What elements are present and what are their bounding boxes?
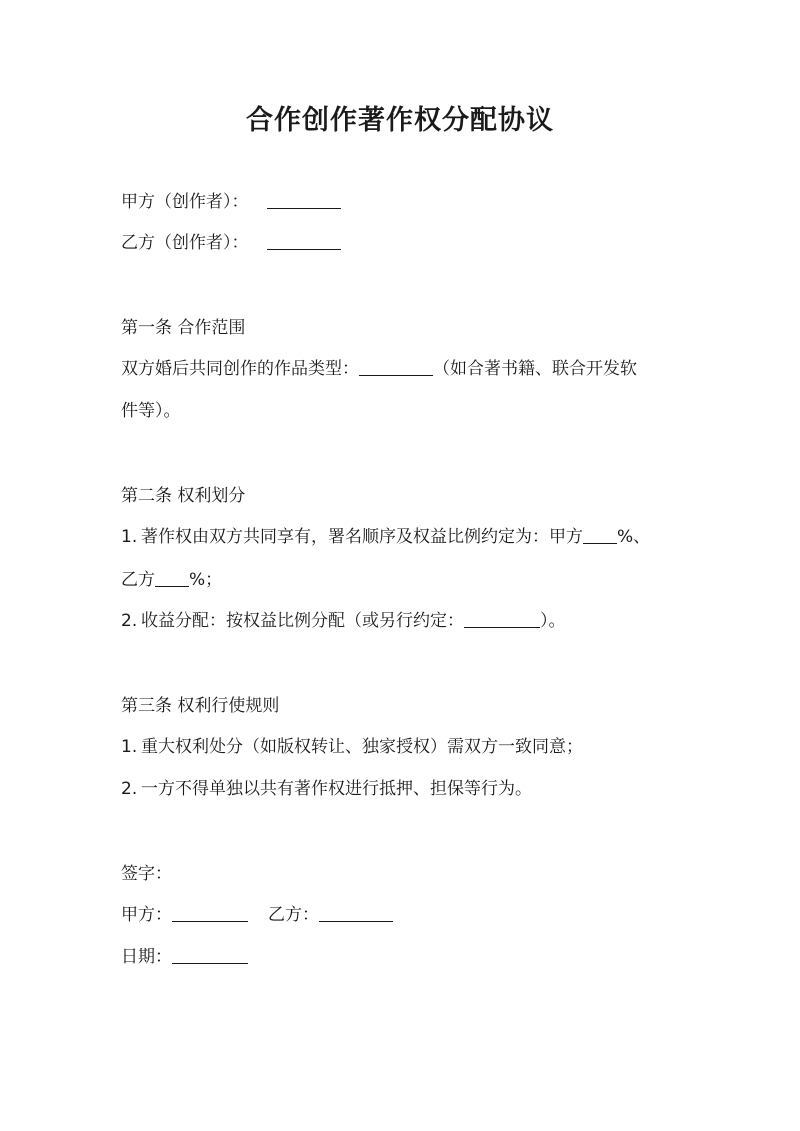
party-a-blank[interactable]	[267, 190, 341, 209]
party-a-label: 甲方（创作者）：	[121, 192, 249, 212]
signature-party-a-blank[interactable]	[172, 903, 248, 922]
party-b-share-blank[interactable]	[155, 568, 189, 587]
page-title: 合作创作著作权分配协议	[246, 105, 554, 136]
article1-heading: 第一条 合作范围	[121, 318, 246, 338]
article3-item1-num: 1.	[121, 737, 138, 757]
article1-text-before: 双方婚后共同创作的作品类型：	[121, 359, 359, 379]
signature-party-a-label: 甲方：	[121, 905, 172, 925]
article2-item2-end: ）。	[540, 611, 566, 631]
article1-text-after: （如合著书籍、联合开发软	[433, 359, 637, 379]
article3-item1-text: 重大权利处分（如版权转让、独家授权）需双方一致同意；	[141, 737, 583, 757]
party-a-line	[121, 190, 341, 214]
article2-item2-num: 2.	[121, 611, 138, 631]
article3-item1	[121, 735, 583, 759]
article2-item2	[121, 609, 566, 633]
signature-line	[121, 903, 393, 927]
party-a-share-blank[interactable]	[583, 525, 617, 544]
article3-item2-text: 一方不得单独以共有著作权进行抵押、担保等行为。	[141, 779, 532, 799]
article2-heading: 第二条 权利划分	[121, 486, 246, 506]
article3-item2-num: 2.	[121, 779, 138, 799]
article2-item2-text: 收益分配：按权益比例分配（或另行约定：	[141, 611, 464, 631]
article1-line2: 件等）。	[121, 401, 181, 421]
article3-heading: 第三条 权利行使规则	[121, 696, 280, 716]
signature-label: 签字：	[121, 864, 172, 884]
party-b-blank[interactable]	[267, 231, 341, 250]
article2-item1-line2-prefix: 乙方	[121, 570, 155, 590]
article2-item1-line2	[121, 568, 222, 592]
date-line	[121, 945, 248, 969]
article3-item2	[121, 777, 532, 801]
article2-item1-text: 著作权由双方共同享有，署名顺序及权益比例约定为：甲方	[141, 527, 583, 547]
signature-party-b-blank[interactable]	[319, 903, 393, 922]
work-type-blank[interactable]	[359, 357, 433, 376]
signature-party-b-label: 乙方：	[268, 905, 319, 925]
article2-item1	[121, 525, 650, 549]
article2-item1-pct-a: %、	[617, 527, 651, 547]
article1-line1	[121, 357, 637, 381]
article2-item1-num: 1.	[121, 527, 138, 547]
party-b-label: 乙方（创作者）：	[121, 233, 249, 253]
other-agreement-blank[interactable]	[464, 609, 540, 628]
date-label: 日期：	[121, 947, 172, 967]
article2-item1-pct-b: %；	[189, 570, 223, 590]
date-blank[interactable]	[172, 945, 248, 964]
party-b-line	[121, 231, 341, 255]
